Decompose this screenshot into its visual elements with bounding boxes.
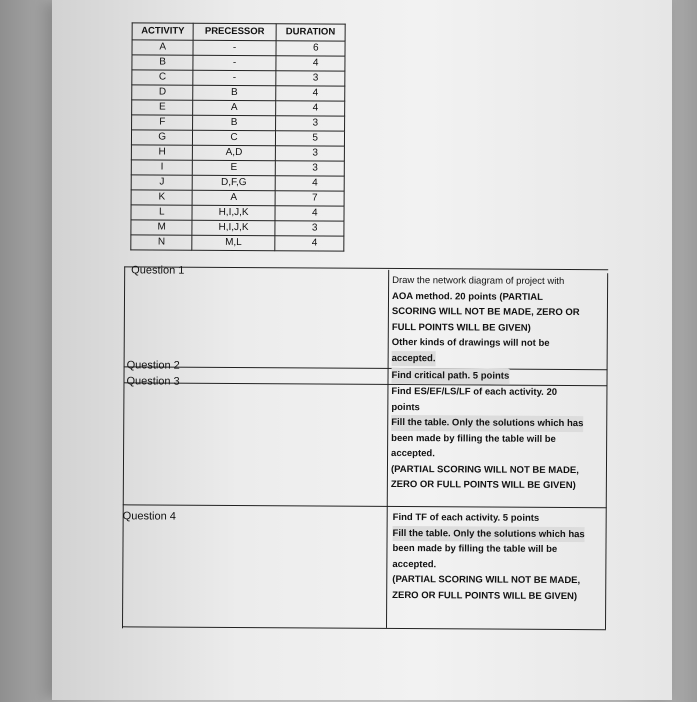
q1-line: AOA method. 20 points (PARTIAL [391, 290, 544, 303]
cell-duration: 3 [275, 221, 344, 236]
cell-activity: M [131, 220, 193, 235]
cell-duration: 3 [275, 146, 344, 161]
cell-duration: 4 [275, 101, 344, 116]
cell-precessor: A,D [193, 145, 275, 161]
header-duration: DURATION [276, 24, 345, 41]
grid-line-top [124, 266, 608, 270]
cell-activity: B [132, 55, 194, 70]
grid-line-q2 [124, 366, 608, 370]
question-1-text [392, 273, 580, 367]
q3-line: accepted. [391, 447, 435, 460]
header-precessor: PRECESSOR [194, 23, 276, 41]
cell-precessor: B [193, 115, 275, 131]
q4-line: Find TF of each activity. 5 points [392, 511, 540, 524]
cell-precessor: - [193, 55, 275, 71]
q1-line: Other kinds of drawings will not be [391, 336, 550, 349]
cell-duration: 4 [275, 176, 344, 191]
cell-precessor: M,L [192, 235, 274, 251]
q3-line: ZERO OR FULL POINTS WILL BE GIVEN) [390, 478, 576, 492]
cell-activity: C [132, 70, 194, 85]
cell-precessor: A [193, 190, 275, 206]
q4-line: (PARTIAL SCORING WILL NOT BE MADE, [392, 573, 581, 587]
cell-duration: 5 [275, 131, 344, 146]
cell-duration: 3 [276, 71, 345, 86]
cell-activity: F [132, 115, 194, 130]
cell-precessor: B [193, 85, 275, 101]
question-4-text [392, 510, 585, 604]
cell-activity: D [132, 85, 194, 100]
cell-precessor: H,I,J,K [192, 205, 274, 221]
cell-activity: L [131, 205, 193, 220]
cell-duration: 4 [275, 236, 344, 251]
cell-precessor: - [193, 40, 275, 56]
cell-precessor: A [193, 100, 275, 116]
cell-precessor: E [193, 160, 275, 176]
q3-line: Find ES/EF/LS/LF of each activity. 20 [391, 385, 558, 398]
grid-line-bottom [122, 626, 606, 630]
question-2-text [391, 368, 509, 384]
cell-duration: 7 [275, 191, 344, 206]
cell-precessor: - [193, 70, 275, 86]
cell-precessor: H,I,J,K [192, 220, 274, 236]
cell-activity: J [131, 175, 193, 190]
q2-line: Find critical path. 5 points [391, 368, 509, 384]
q1-line: Draw the network diagram of project with [392, 274, 565, 288]
grid-line-middle [386, 270, 389, 628]
cell-duration: 3 [275, 161, 344, 176]
question-3-label: Question 3 [126, 375, 180, 388]
header-activity: ACTIVITY [132, 23, 194, 40]
cell-activity: G [131, 130, 193, 145]
q3-line: been made by filling the table will be [391, 432, 556, 445]
cell-activity: A [132, 40, 194, 55]
question-1-label: Question 1 [131, 264, 185, 277]
question-4-label: Question 4 [122, 510, 176, 523]
question-2-label: Question 2 [126, 359, 180, 372]
q4-line: been made by filling the table will be [392, 542, 558, 555]
cell-precessor: D,F,G [193, 175, 275, 191]
q1-line: SCORING WILL NOT BE MADE, ZERO OR [391, 305, 580, 319]
grid-line-left [122, 266, 125, 628]
cell-duration: 6 [276, 41, 345, 56]
cell-activity: K [131, 190, 193, 205]
q1-line: FULL POINTS WILL BE GIVEN) [391, 321, 531, 334]
q4-line: Fill the table. Only the solutions which has [393, 525, 585, 542]
cell-activity: I [131, 160, 193, 175]
q4-line: ZERO OR FULL POINTS WILL BE GIVEN) [392, 589, 578, 602]
cell-activity: E [132, 100, 194, 115]
cell-duration: 3 [275, 116, 344, 131]
q3-line: points [391, 401, 420, 413]
cell-precessor: C [193, 130, 275, 146]
q1-line: accepted. [392, 350, 436, 366]
cell-duration: 4 [275, 206, 344, 221]
q3-line: (PARTIAL SCORING WILL NOT BE MADE, [390, 463, 579, 476]
grid-line-right [605, 273, 608, 629]
q4-line: accepted. [392, 558, 437, 570]
q3-line: Fill the table. Only the solutions which has [391, 415, 583, 432]
cell-duration: 4 [276, 56, 345, 71]
question-3-text [391, 384, 584, 494]
cell-activity: N [131, 235, 193, 250]
cell-duration: 4 [275, 86, 344, 101]
cell-activity: H [131, 145, 193, 160]
grid-line-q4 [123, 504, 607, 508]
